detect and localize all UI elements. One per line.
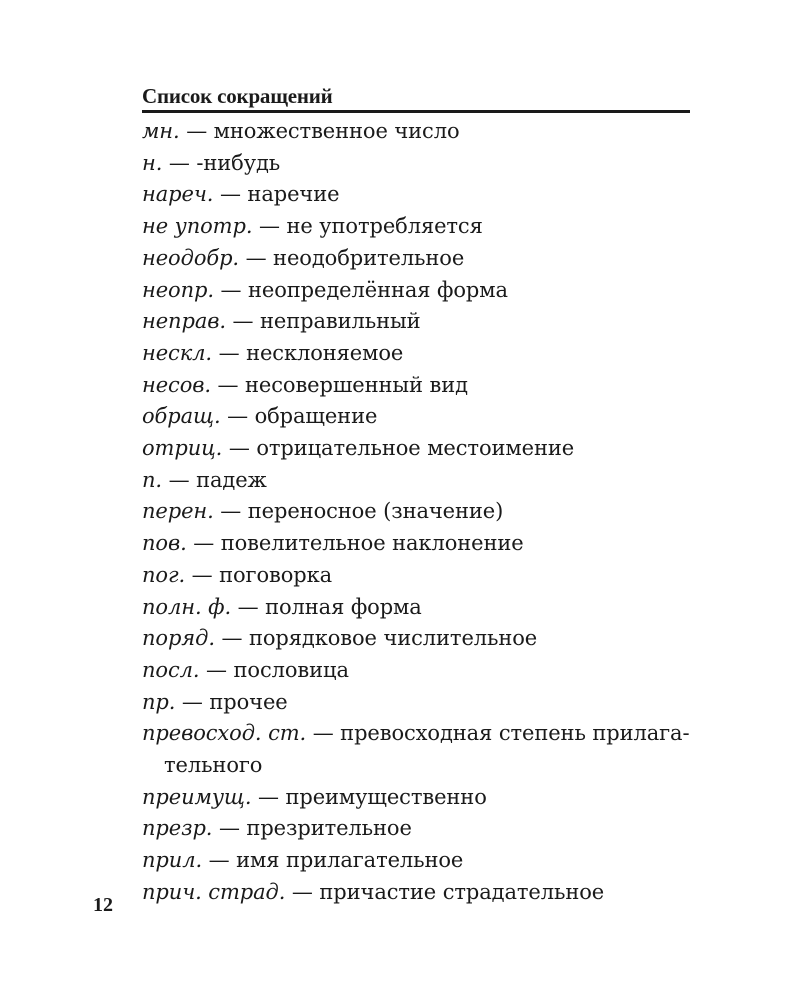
- abbreviation-definition: — неопределённая форма: [213, 277, 508, 302]
- abbreviation-term: прич. страд.: [142, 879, 286, 904]
- abbreviation-entry: [142, 496, 702, 528]
- abbreviation-definition: — преимущественно: [251, 784, 487, 809]
- abbreviation-definition: — падеж: [162, 467, 267, 492]
- section-title: Список сокращений: [142, 84, 333, 108]
- abbreviation-term: несов.: [142, 372, 211, 397]
- abbreviation-term: превосход. ст.: [142, 721, 307, 746]
- abbreviation-term: неопр.: [142, 277, 214, 302]
- abbreviation-entry: [142, 592, 702, 624]
- abbreviation-term: отриц.: [142, 436, 223, 461]
- abbreviation-term: неодобр.: [142, 245, 239, 270]
- abbreviation-term: нареч.: [142, 182, 214, 207]
- abbreviation-definition: — пословица: [199, 657, 349, 682]
- abbreviation-definition: — превосходная степень прилага-: [306, 721, 690, 746]
- abbreviation-term: пр.: [142, 689, 176, 714]
- section-header: [142, 84, 690, 113]
- abbreviation-entry: [142, 116, 702, 148]
- abbreviation-definition: — не употребляется: [252, 214, 483, 239]
- abbreviation-definition: — прочее: [175, 689, 288, 714]
- abbreviation-definition: — отрицательное местоимение: [222, 436, 575, 461]
- abbreviation-entry: [142, 528, 702, 560]
- abbreviation-term: не употр.: [142, 214, 253, 239]
- abbreviation-entry: [142, 560, 702, 592]
- abbreviation-entry: [142, 370, 702, 402]
- abbreviation-entry: [142, 211, 702, 243]
- abbreviation-term: обращ.: [142, 404, 221, 429]
- abbreviation-entry: [142, 687, 702, 719]
- abbreviation-entry: [142, 306, 702, 338]
- abbreviation-definition: — несовершенный вид: [210, 372, 468, 397]
- abbreviation-definition: — причастие страдательное: [285, 879, 605, 904]
- abbreviation-entry: [142, 433, 702, 465]
- abbreviation-term: перен.: [142, 499, 214, 524]
- abbreviation-term: н.: [142, 150, 163, 175]
- abbreviation-entry: [142, 623, 702, 655]
- definition-continuation: тельного: [164, 753, 263, 778]
- abbreviation-definition: — множественное число: [179, 119, 460, 143]
- abbreviation-definition: — неправильный: [225, 309, 421, 334]
- abbreviation-term: поряд.: [142, 626, 215, 651]
- abbreviation-definition: — переносное (значение): [213, 499, 504, 524]
- abbreviation-entry: [142, 338, 702, 370]
- abbreviation-entry: [142, 243, 702, 275]
- abbreviation-entry: [142, 275, 702, 307]
- abbreviation-definition: — поговорка: [185, 562, 333, 587]
- abbreviation-entry: [142, 845, 702, 877]
- abbreviation-entry: [142, 877, 702, 909]
- abbreviation-entry: [142, 401, 702, 433]
- abbreviation-list: [142, 116, 702, 909]
- abbreviation-definition: — несклоняемое: [212, 340, 404, 365]
- abbreviation-term: преимущ.: [142, 784, 252, 809]
- abbreviation-term: полн. ф.: [142, 594, 232, 619]
- abbreviation-entry: [142, 148, 702, 180]
- page-number: 12: [93, 894, 113, 916]
- abbreviation-definition: — порядковое числительное: [214, 626, 538, 651]
- abbreviation-entry: [142, 179, 702, 211]
- abbreviation-term: п.: [142, 467, 163, 492]
- abbreviation-term: посл.: [142, 657, 200, 682]
- abbreviation-term: прил.: [142, 848, 203, 873]
- abbreviation-definition: — полная форма: [231, 594, 422, 619]
- abbreviation-entry: [142, 655, 702, 687]
- abbreviation-entry: [142, 718, 702, 750]
- abbreviation-definition: — неодобрительное: [239, 245, 465, 270]
- abbreviation-definition: — презрительное: [212, 816, 412, 841]
- abbreviation-term: презр.: [142, 816, 213, 841]
- abbreviation-term: пог.: [142, 562, 186, 587]
- abbreviation-term: нескл.: [142, 340, 213, 365]
- abbreviation-entry: [142, 813, 702, 845]
- abbreviation-term: неправ.: [142, 309, 226, 334]
- abbreviation-definition: — обращение: [220, 404, 378, 429]
- abbreviation-term: пов.: [142, 531, 187, 556]
- abbreviation-term: мн.: [142, 119, 180, 143]
- abbreviation-definition: — -нибудь: [162, 150, 281, 175]
- abbreviation-definition: — повелительное наклонение: [186, 531, 524, 556]
- abbreviation-entry: [142, 782, 702, 814]
- abbreviation-definition: — имя прилагательное: [202, 848, 464, 873]
- abbreviation-definition: — наречие: [213, 182, 340, 207]
- abbreviation-entry: [142, 465, 702, 497]
